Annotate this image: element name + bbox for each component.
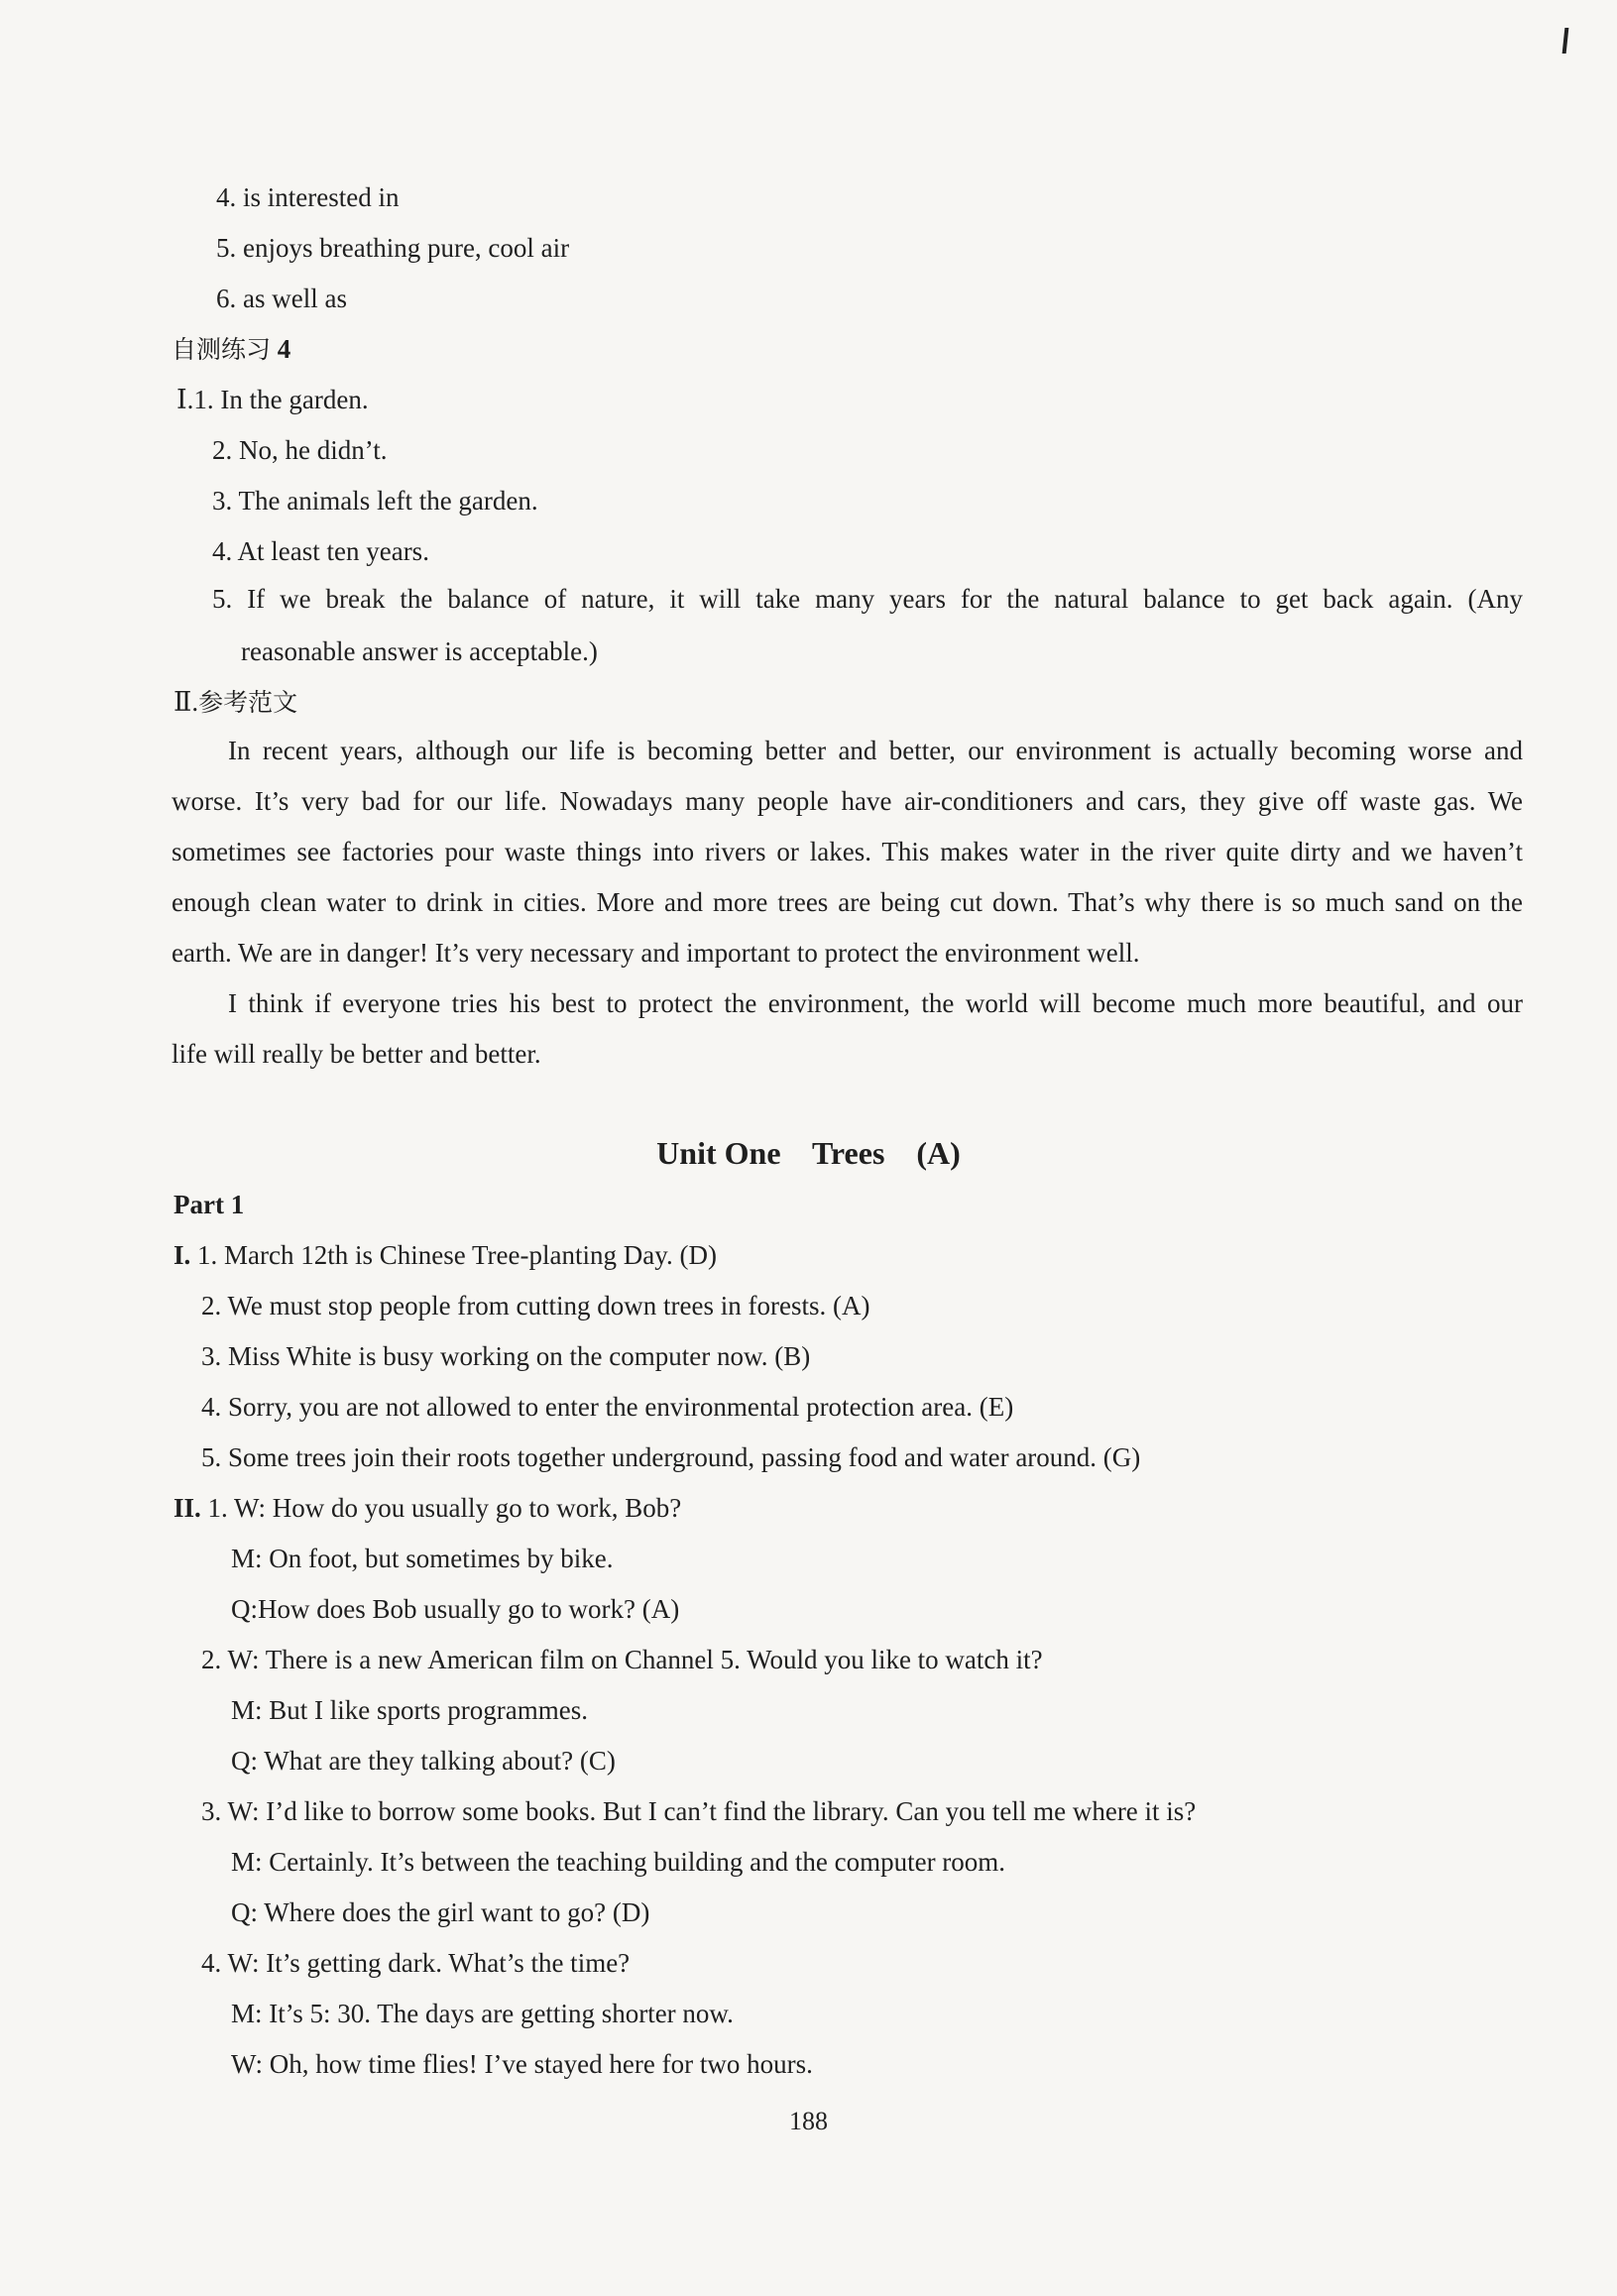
answer-line: reasonable answer is acceptable.)	[241, 636, 598, 666]
question-group-II	[173, 1491, 681, 1525]
answer-line: 5. enjoys breathing pure, cool air	[216, 233, 570, 263]
dialogue-line: 4. W: It’s getting dark. What’s the time?	[201, 1948, 631, 1978]
part-heading: Part 1	[173, 1190, 245, 1219]
dialogue-line: M: On foot, but sometimes by bike.	[231, 1544, 614, 1573]
section-heading-num: 4	[277, 334, 291, 364]
answer-line: 4. is interested in	[216, 182, 400, 212]
dialogue-line: W: Oh, how time flies! I’ve stayed here for two hours.	[231, 2049, 813, 2079]
answer-line: 2. No, he didn’t.	[212, 435, 388, 465]
dialogue-line: M: It’s 5: 30. The days are getting shorter now.	[231, 1999, 734, 2028]
subsection-heading	[173, 685, 297, 720]
answer-line: 4. At least ten years.	[212, 536, 429, 566]
essay-line: life will really be better and better.	[172, 1039, 541, 1069]
dialogue-line: M: But I like sports programmes.	[231, 1695, 588, 1725]
essay-line: sometimes see factories pour waste things into rivers or lakes. This makes water in the river quite dirty and we haven’t	[172, 837, 1523, 866]
section-heading-cn: 自测练习	[172, 335, 272, 364]
essay-line: In recent years, although our life is becoming better and better, our environment is actually becoming worse and	[228, 736, 1523, 765]
dialogue-line: 3. W: I’d like to borrow some books. But I can’t find the library. Can you tell me where it is?	[201, 1796, 1197, 1826]
scan-mark	[1562, 28, 1569, 54]
subsection-num: Ⅱ.	[173, 687, 199, 717]
section-heading	[172, 332, 290, 367]
essay-line: earth. We are in danger! It’s very necessary and important to protect the environment well.	[172, 938, 1140, 968]
answer-line: 3. The animals left the garden.	[212, 486, 538, 516]
answer-line: 5. Some trees join their roots together underground, passing food and water around. (G)	[201, 1442, 1141, 1472]
answer-line: Ⅰ.1. In the garden.	[176, 385, 369, 414]
dialogue-line: Q:How does Bob usually go to work? (A)	[231, 1594, 680, 1624]
dialogue-line: 1. W: How do you usually go to work, Bob?	[207, 1493, 682, 1523]
answer-line: 5. If we break the balance of nature, it will take many years for the natural balance to get back again. (Any	[212, 584, 1523, 614]
essay-line: worse. It’s very bad for our life. Nowadays many people have air-conditioners and cars, they give off waste gas. We	[172, 786, 1523, 816]
question-group-label: II.	[173, 1493, 201, 1523]
answer-line: 6. as well as	[216, 284, 347, 313]
dialogue-line: 2. W: There is a new American film on Channel 5. Would you like to watch it?	[201, 1645, 1043, 1674]
dialogue-line: Q: Where does the girl want to go? (D)	[231, 1897, 650, 1927]
answer-line: 3. Miss White is busy working on the computer now. (B)	[201, 1341, 811, 1371]
essay-line: I think if everyone tries his best to protect the environment, the world will become much more beautiful, and our	[228, 988, 1523, 1018]
answer-line: 2. We must stop people from cutting down trees in forests. (A)	[201, 1291, 870, 1320]
dialogue-line: Q: What are they talking about? (C)	[231, 1746, 616, 1776]
dialogue-line: M: Certainly. It’s between the teaching building and the computer room.	[231, 1847, 1006, 1877]
essay-line: enough clean water to drink in cities. More and more trees are being cut down. That’s why there is so much sand on the	[172, 887, 1523, 917]
page-number: 188	[789, 2107, 828, 2135]
answer-line: 1. March 12th is Chinese Tree-planting Day. (D)	[197, 1240, 717, 1270]
unit-title: Unit One Trees (A)	[656, 1135, 961, 1171]
question-group-I	[173, 1238, 717, 1272]
answer-line: 4. Sorry, you are not allowed to enter the environmental protection area. (E)	[201, 1392, 1014, 1422]
subsection-cn: 参考范文	[198, 688, 298, 717]
question-group-label: I.	[173, 1240, 191, 1270]
